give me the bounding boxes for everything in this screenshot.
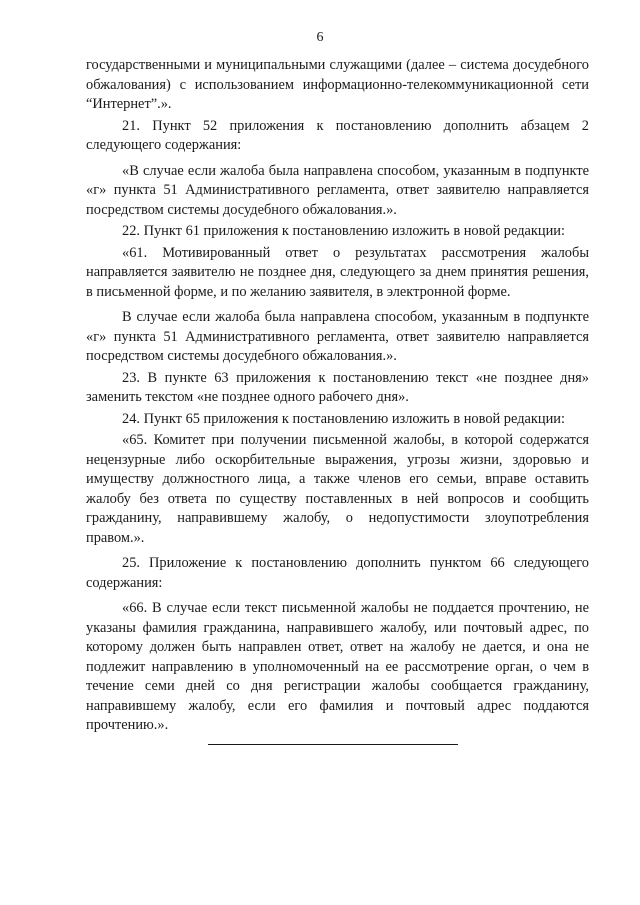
paragraph-quote-66: «66. В случае если текст письменной жалобы не поддается прочтению, не указаны фамилия гражданина, направившего жалобу, или почтовый адрес, по которому должен быть направлен ответ, ответ на жалобу не дается, и она не подлежит направлению в уполномоченный на ее рассмотрение орган, о чем в течение семи дней со дня регистрации жалобы сообщается гражданину, направившему жалобу, если его фамилия и почтовый адрес поддаются прочтению.». <box>86 600 589 733</box>
paragraph-item-22: 22. Пункт 61 приложения к постановлению изложить в новой редакции: <box>122 223 566 239</box>
paragraph-item-25: 25. Приложение к постановлению дополнить пунктом 66 следующего содержания: <box>86 555 589 591</box>
paragraph-quote-65: «65. Комитет при получении письменной жалобы, в которой содержатся нецензурные либо оскорбительные выражения, угрозы жизни, здоровью и имуществу должностного лица, а также членов его семьи, вправе оставить жалобу без ответа по существу поставленных в ней вопросов и сообщить гражданину, направившему жалобу, о недопустимости злоупотребления правом.». <box>86 432 589 546</box>
paragraph-item-24: 24. Пункт 65 приложения к постановлению изложить в новой редакции: <box>122 410 566 427</box>
page-number: 6 <box>316 30 324 45</box>
paragraph-quote-52: «В случае если жалоба была направлена способом, указанным в подпункте «г» пункта 51 Административного регламента, ответ заявителю направляется посредством системы досудебного обжалования.». <box>86 162 589 218</box>
document-body <box>86 56 589 738</box>
paragraph-continuation: государственными и муниципальными служащими (далее – система досудебного обжалования) с использованием информационно-телекоммуникационной сети “Интернет”.». <box>86 57 589 112</box>
paragraph-item-21: 21. Пункт 52 приложения к постановлению дополнить абзацем 2 следующего содержания: <box>86 117 589 153</box>
paragraph-item-23: 23. В пункте 63 приложения к постановлению текст «не позднее дня» заменить текстом «не позднее одного рабочего дня». <box>86 369 589 405</box>
closing-rule-divider <box>208 744 458 745</box>
paragraph-quote-61-second: В случае если жалоба была направлена способом, указанным в подпункте «г» пункта 51 Административного регламента, ответ заявителю направляется посредством системы досудебного обжалования.». <box>86 309 589 364</box>
paragraph-quote-61: «61. Мотивированный ответ о результатах рассмотрения жалобы направляется заявителю не позднее дня, следующего за днем принятия решения, в письменной форме, и по желанию заявителя, в электронной форме. <box>86 244 589 300</box>
